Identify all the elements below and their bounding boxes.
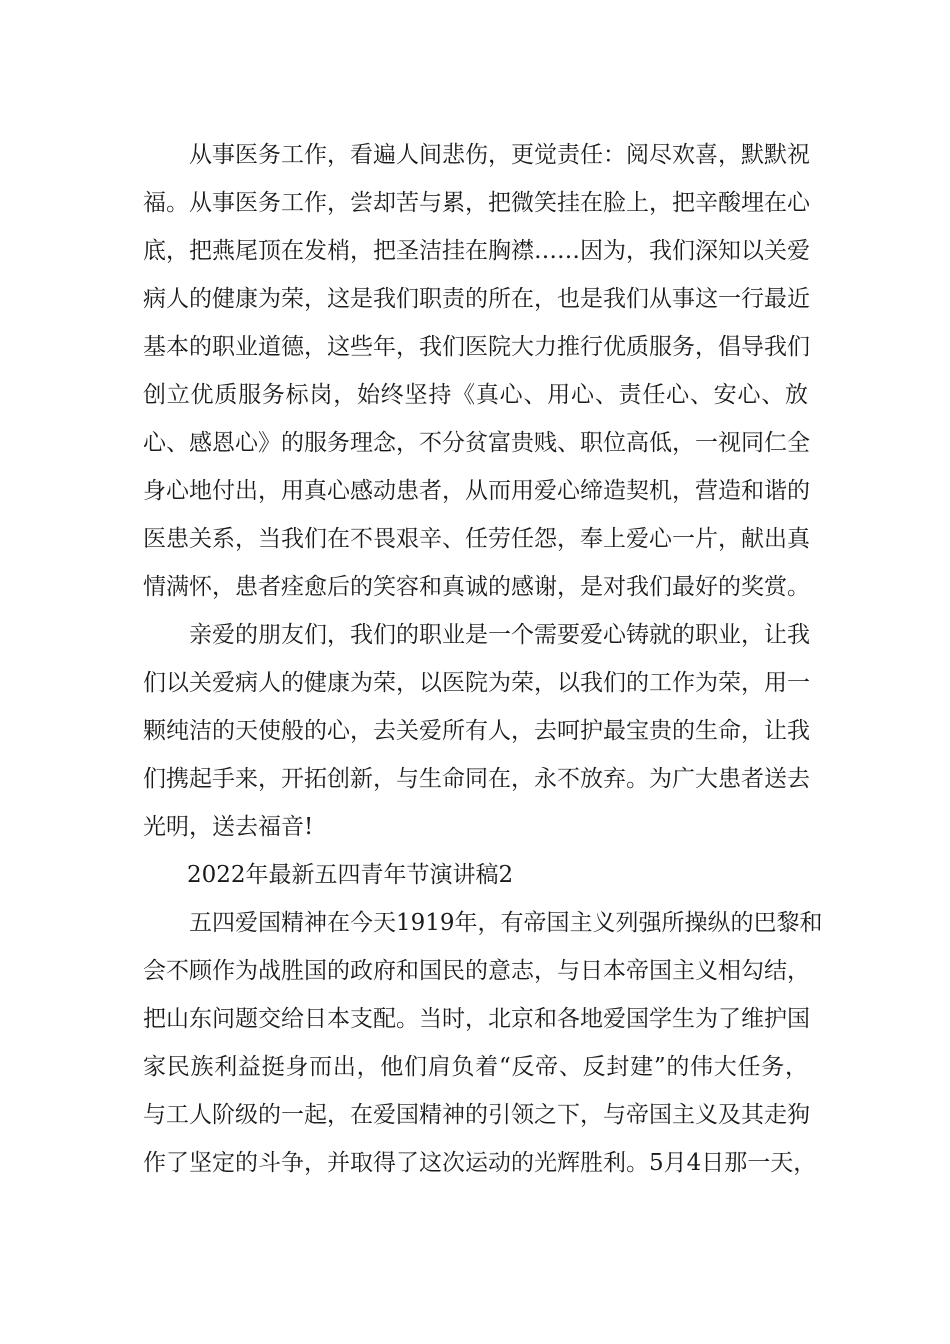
paragraph-2 [143, 611, 808, 851]
text-line: 福。从事医务工作，尝却苦与累，把微笑挂在脸上，把辛酸埋在心 [143, 190, 810, 216]
text-line: 光明，送去福音! [143, 814, 314, 840]
heading-line: 2022年最新五四青年节演讲稿2 [187, 862, 514, 888]
text-line: 底，把燕尾顶在发梢，把圣洁挂在胸襟……因为，我们深知以关爱 [143, 238, 810, 264]
text-line: 创立优质服务标岗，始终坚持《真心、用心、责任心、安心、放 [143, 382, 808, 408]
text-line: 病人的健康为荣，这是我们职责的所在，也是我们从事这一行最近 [143, 286, 810, 312]
text-line: 把山东问题交给日本支配。当时，北京和各地爱国学生为了维护国 [143, 1006, 810, 1032]
text-line: 作了坚定的斗争，并取得了这次运动的光辉胜利。5月4日那一天， [143, 1150, 817, 1176]
text-line: 身心地付出，用真心感动患者，从而用爱心缔造契机，营造和谐的 [143, 478, 810, 504]
text-line: 们以关爱病人的健康为荣，以医院为荣，以我们的工作为荣，用一 [143, 670, 810, 696]
text-line: 五四爱国精神在今天1919年，有帝国主义列强所操纵的巴黎和 [189, 910, 823, 936]
paragraph-1 [143, 131, 808, 611]
text-line: 们携起手来，开拓创新，与生命同在，永不放弃。为广大患者送去 [143, 766, 810, 792]
text-line: 与工人阶级的一起，在爱国精神的引领之下，与帝国主义及其走狗 [143, 1102, 810, 1128]
text-line: 家民族利益挺身而出，他们肩负着“反帝、反封建”的伟大任务， [143, 1054, 808, 1080]
section-heading [143, 851, 808, 899]
text-line: 从事医务工作，看遍人间悲伤，更觉责任：阅尽欢喜，默默祝 [189, 142, 810, 168]
text-line: 颗纯洁的天使般的心，去关爱所有人，去呵护最宝贵的生命，让我 [143, 718, 810, 744]
text-line: 医患关系，当我们在不畏艰辛、任劳任怨，奉上爱心一片，献出真 [143, 526, 810, 552]
text-line: 会不顾作为战胜国的政府和国民的意志，与日本帝国主义相勾结， [143, 958, 810, 984]
text-line: 心、感恩心》的服务理念，不分贫富贵贱、职位高低，一视同仁全 [143, 430, 810, 456]
text-line: 基本的职业道德，这些年，我们医院大力推行优质服务，倡导我们 [143, 334, 810, 360]
paragraph-3 [143, 899, 823, 1187]
text-line: 亲爱的朋友们，我们的职业是一个需要爱心铸就的职业，让我 [189, 622, 810, 648]
document-body [143, 131, 823, 1187]
text-line: 情满怀，患者痊愈后的笑容和真诚的感谢，是对我们最好的奖赏。 [143, 574, 810, 600]
